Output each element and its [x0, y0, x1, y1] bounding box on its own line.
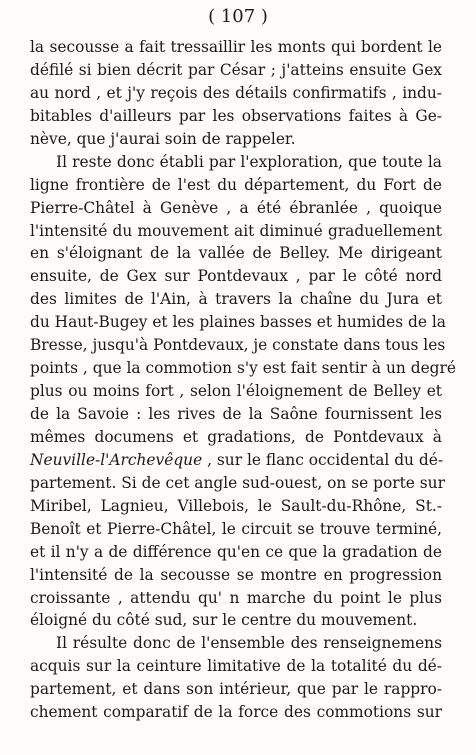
text-line: des limites de l'Ain, à travers la chaîne du Jura et — [30, 290, 442, 309]
text-line: Il reste donc établi par l'exploration, que toute la — [56, 152, 442, 171]
text-line: bitables d'ailleurs par les observations faites à Ge- — [30, 106, 442, 125]
body-text — [30, 36, 456, 724]
italic-place-name: Neuville-l'Archevêque — [30, 450, 203, 469]
text-line: plus ou moins fort , selon l'éloignement de Belley et — [30, 382, 442, 401]
text-line: défilé si bien décrit par César ; j'atteins ensuite Gex — [30, 60, 442, 79]
text-line: l'intensité de la secousse se montre en progression — [30, 565, 442, 584]
text-line: Miribel, Lagnieu, Villebois, le Sault-du-Rhône, St.- — [30, 496, 442, 515]
text-line: mêmes documens et gradations, de Pontdevaux à — [30, 427, 442, 446]
text-line: la secousse a fait tressaillir les monts qui bordent le — [30, 38, 442, 56]
text-line: partement, et dans son intérieur, que par le rappro- — [30, 680, 442, 699]
text-line: éloigné du côté sud, sur le centre du mouvement. — [30, 611, 418, 630]
text-line: chement comparatif de la force des commotions sur — [30, 703, 442, 722]
text-line: Il résulte donc de l'ensemble des renseignemens — [56, 634, 442, 653]
text-line: nève, que j'aurai soin de rappeler. — [30, 129, 296, 148]
text-line: en s'éloignant de la vallée de Belley. Me dirigeant — [30, 244, 442, 263]
text-line: Benoît et Pierre-Châtel, le circuit se trouve terminé, — [30, 519, 442, 538]
page-number: ( 107 ) — [208, 6, 268, 27]
text-line-rest: , sur le flanc occidental du dé- — [202, 450, 444, 469]
text-line: du Haut-Bugey et les plaines basses et humides de la — [30, 313, 446, 332]
text-line: Bresse, jusqu'à Pontdevaux, je constate dans tous les — [30, 336, 446, 355]
text-line: partement. Si de cet angle sud-ouest, on se porte sur — [30, 473, 445, 492]
text-line: acquis sur la ceinture limitative de la totalité du dé- — [30, 657, 442, 676]
text-line: et il n'y a de différence qu'en ce que la gradation de — [30, 542, 442, 561]
text-line: croissante , attendu qu' n marche du point le plus — [30, 588, 442, 607]
text-line: l'intensité du mouvement ait diminué graduellement — [30, 221, 442, 240]
text-line: de la Savoie : les rives de la Saône fournissent les — [30, 405, 442, 423]
text-line — [30, 449, 442, 472]
text-line: points , que la commotion s'y est fait sentir à un degré — [30, 359, 456, 378]
text-line: ligne frontière de l'est du département, du Fort de — [30, 175, 442, 194]
text-line: au nord , et j'y reçois des détails confirmatifs , indu- — [30, 83, 442, 102]
text-line: Pierre-Châtel à Genève , a été ébranlée , quoique — [30, 198, 442, 217]
text-line: ensuite, de Gex sur Pontdevaux , par le côté nord — [30, 267, 442, 286]
